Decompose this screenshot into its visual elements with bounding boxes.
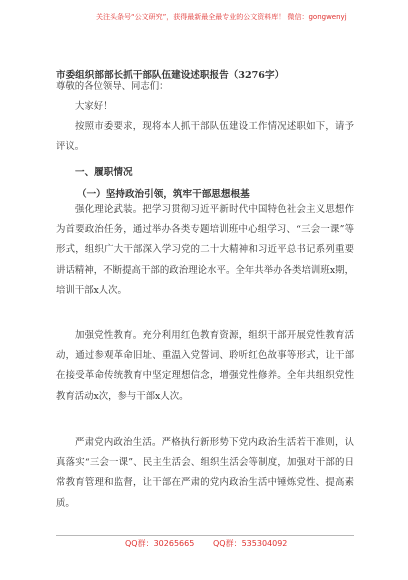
document-title: 市委组织部部长抓干部队伍建设述职报告（3276字） [56, 70, 285, 81]
paragraph-theory: 强化理论武装。把学习贯彻习近平新时代中国特色社会主义思想作为首要政治任务，通过举办各类专题培训班中心组学习、“三会一课”等形式，组织广大干部深入学习党的二十大精神和习近平总书记系列重要讲话精神，不断提高干部的政治理论水平。全年共举办各类培训班x期，培训干部x人次。 [56, 204, 354, 296]
paragraph-party-spirit: 加强党性教育。充分利用红色教育资源，组织干部开展党性教育活动，通过参观革命旧址、重温入党誓词、聆听红色故事等形式，让干部在接受革命传统教育中坚定理想信念，增强党性修养。全年共组织党性教育活动x次，参与干部x人次。 [56, 330, 354, 402]
footer-qq-group-2: QQ群：535304092 [213, 539, 288, 548]
subsection-heading: （一）坚持政治引领，筑牢干部思想根基 [77, 189, 250, 200]
greeting: 大家好！ [75, 101, 113, 112]
salutation: 尊敬的各位领导、同志们： [56, 81, 169, 92]
section-heading: 一、履职情况 [75, 167, 133, 178]
intro-paragraph: 按照市委要求，现将本人抓干部队伍建设工作情况述职如下，请予评议。 [56, 121, 354, 153]
header-banner: 关注头条号“公文研究”，获得最新最全最专业的公文资料库！ 微信：gongwenyj [96, 13, 347, 21]
footer-divider [56, 535, 354, 536]
footer-qq-group-1: QQ群：30265665 [125, 539, 195, 548]
paragraph-political-life: 严肃党内政治生活。严格执行新形势下党内政治生活若干准则，认真落实“三会一课”、民主生活会、组织生活会等制度，加强对干部的日常教育管理和监督，让干部在严肃的党内政治生活中锤炼党性、提高素质。 [56, 437, 354, 509]
